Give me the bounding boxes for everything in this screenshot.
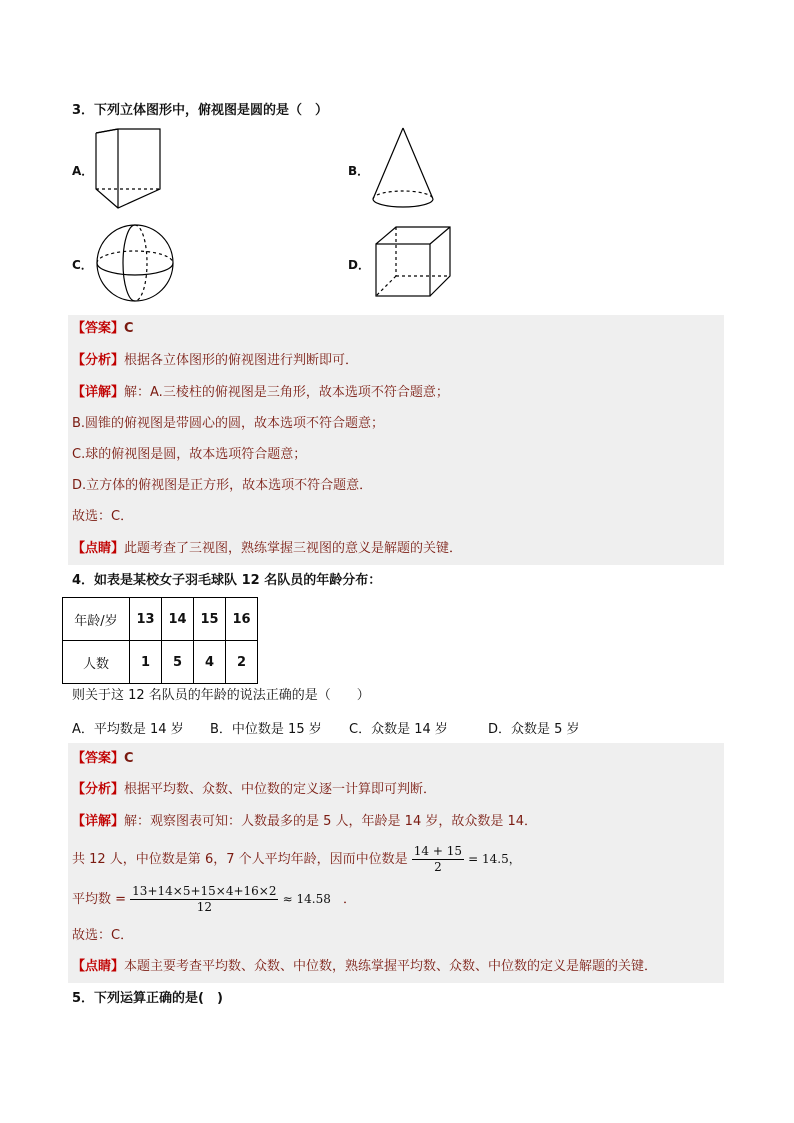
cone-icon [368, 125, 438, 211]
table-cell: 1 [130, 641, 162, 684]
table-cell: 14 [162, 598, 194, 641]
q4-median-line [72, 842, 521, 876]
table-row [63, 598, 258, 641]
detail-text: 解：A.三棱柱的俯视图是三角形，故本选项不符合题意； [124, 385, 449, 400]
mean-numerator: 13+14×5+15×4+16×2 [132, 884, 277, 898]
q3-analysis [72, 351, 358, 371]
q3-detail-line-1 [72, 383, 449, 403]
q4-question: 则关于这 12 名队员的年龄的说法正确的是（ ） [72, 688, 370, 703]
q4-option-a: A．平均数是 14 岁 [72, 722, 184, 737]
median-prefix: 共 12 人，中位数是第 6，7 个人平均年龄，因而中位数是 [72, 852, 408, 867]
q3-detail-line-2: B.圆锥的俯视图是带圆心的圆，故本选项不符合题意； [72, 416, 385, 431]
q3-answer [72, 319, 134, 339]
analysis-text: 根据各立体图形的俯视图进行判断即可． [124, 353, 359, 368]
q4-option-b: B．中位数是 15 岁 [210, 722, 322, 737]
comment-text: 本题主要考查平均数、众数、中位数，熟练掌握平均数、众数、中位数的定义是解题的关键． [124, 959, 658, 974]
detail-tag: 【详解】 [72, 385, 125, 400]
answer-value: C [124, 751, 134, 766]
comment-tag: 【点睛】 [72, 959, 125, 974]
detail-tag: 【详解】 [72, 814, 125, 829]
cube-icon [372, 224, 454, 300]
mean-result: ≈ 14.58 [282, 892, 331, 906]
q3-detail-line-3: C.球的俯视图是圆，故本选项符合题意； [72, 447, 307, 462]
q5-stem: 5．下列运算正确的是( ) [72, 991, 223, 1006]
age-distribution-table [62, 597, 258, 684]
q3-detail-line-4: D.立方体的俯视图是正方形，故本选项不符合题意． [72, 478, 373, 493]
analysis-tag: 【分析】 [72, 782, 125, 797]
analysis-tag: 【分析】 [72, 353, 125, 368]
triangular-prism-icon [90, 127, 164, 211]
q4-option-d: D．众数是 5 岁 [488, 722, 580, 737]
q3-option-d-label: D． [348, 258, 370, 272]
q3-stem: 3．下列立体图形中，俯视图是圆的是（ ） [72, 103, 329, 118]
q3-option-a-label: A． [72, 164, 94, 178]
median-fraction [412, 844, 464, 875]
median-result: = 14.5， [468, 852, 521, 866]
detail-text: 解：观察图表可知：人数最多的是 5 人，年龄是 14 岁，故众数是 14． [124, 814, 538, 829]
q3-choose: 故选：C． [72, 509, 134, 524]
q4-stem: 4．如表是某校女子羽毛球队 12 名队员的年龄分布： [72, 573, 382, 588]
answer-tag: 【答案】 [72, 751, 125, 766]
q4-answer [72, 749, 134, 769]
answer-tag: 【答案】 [72, 321, 125, 336]
median-denominator: 2 [434, 860, 442, 874]
q4-comment [72, 957, 657, 977]
analysis-text: 根据平均数、众数、中位数的定义逐一计算即可判断． [124, 782, 437, 797]
table-cell: 15 [194, 598, 226, 641]
table-cell: 5 [162, 641, 194, 684]
q4-option-c: C．众数是 14 岁 [349, 722, 448, 737]
mean-fraction [130, 884, 278, 915]
q3-option-c-label: C． [72, 258, 93, 272]
table-row [63, 641, 258, 684]
q4-mean-line [72, 882, 356, 916]
median-numerator: 14 + 15 [413, 844, 462, 858]
comment-text: 此题考查了三视图，熟练掌握三视图的意义是解题的关键． [124, 541, 463, 556]
q4-analysis [72, 780, 436, 800]
q4-choose: 故选：C． [72, 928, 134, 943]
sphere-icon [94, 222, 176, 304]
table-header-age: 年龄/岁 [63, 598, 130, 641]
q4-detail-line-1 [72, 812, 537, 832]
comment-tag: 【点睛】 [72, 541, 125, 556]
table-cell: 13 [130, 598, 162, 641]
table-header-count: 人数 [63, 641, 130, 684]
table-cell: 2 [226, 641, 258, 684]
table-cell: 4 [194, 641, 226, 684]
q3-comment [72, 539, 462, 559]
table-cell: 16 [226, 598, 258, 641]
mean-prefix: 平均数 = [72, 892, 127, 907]
mean-denominator: 12 [196, 900, 212, 914]
q3-option-b-label: B． [348, 164, 370, 178]
answer-value: C [124, 321, 134, 336]
mean-suffix: ． [343, 892, 357, 907]
